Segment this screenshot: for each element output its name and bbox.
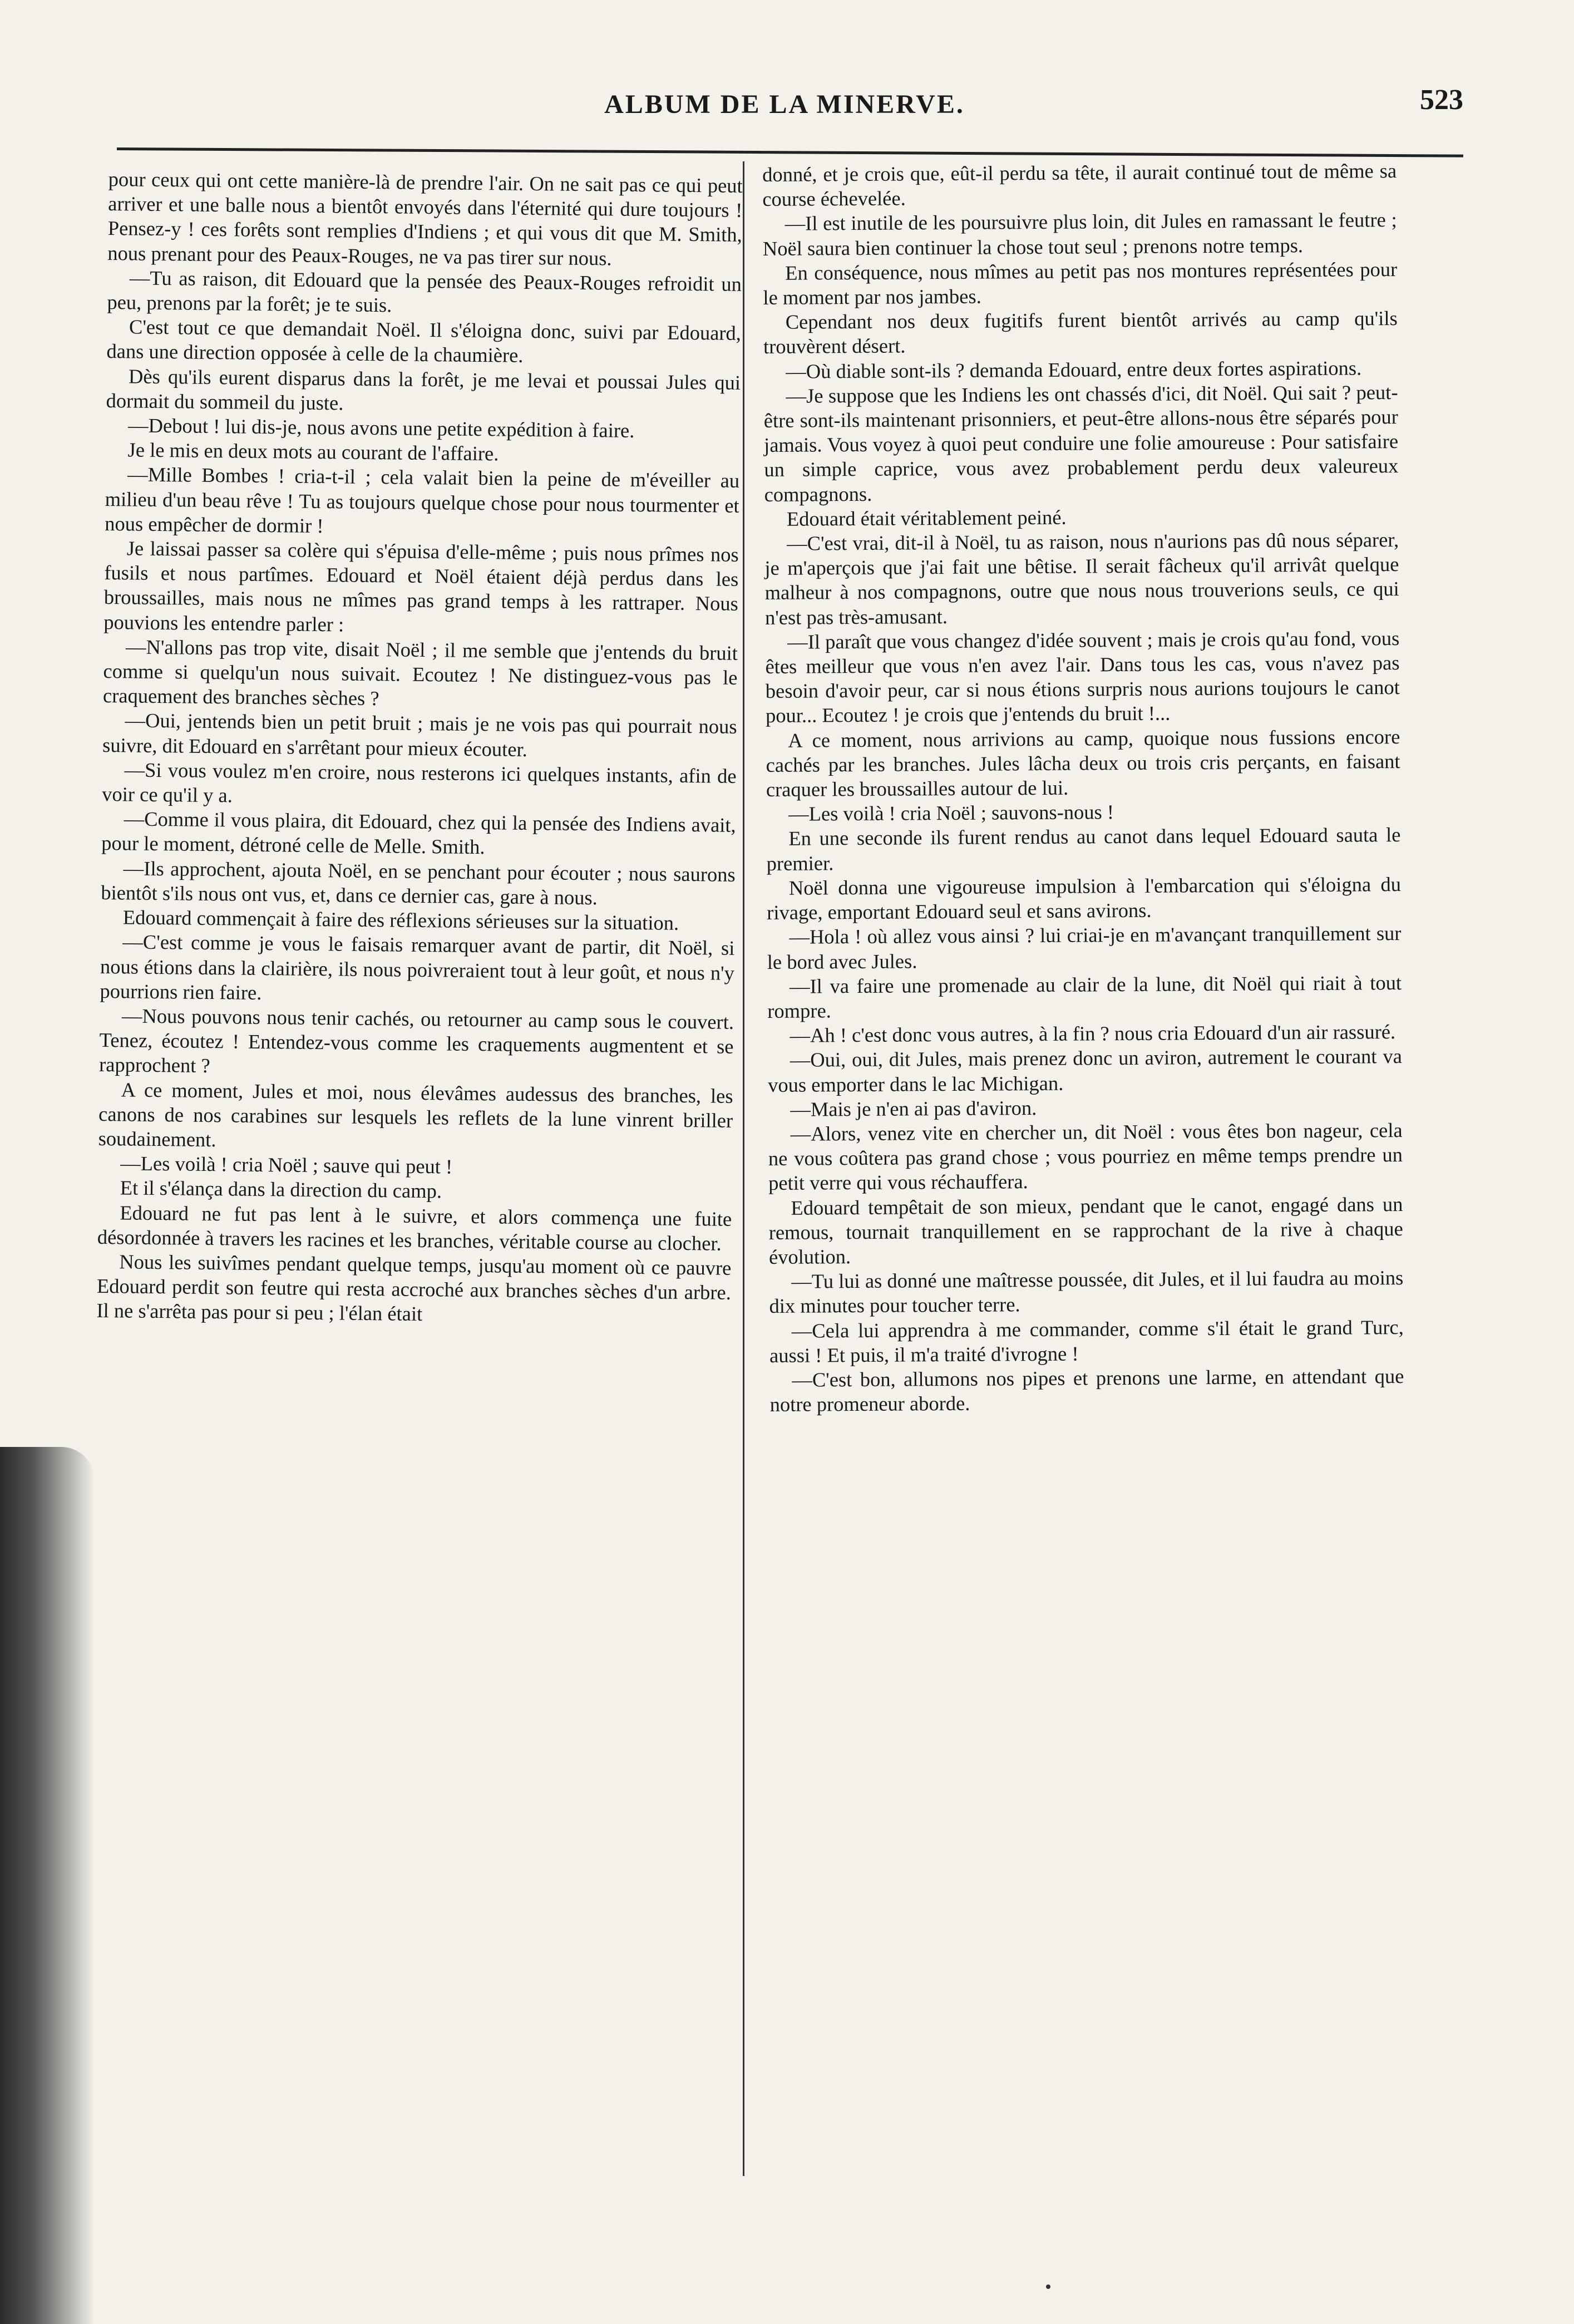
- column-divider: [743, 161, 744, 2176]
- paragraph: —Ah ! c'est donc vous autres, à la fin ? nous cria Edouard d'un air rassuré.: [790, 1020, 1396, 1047]
- paragraph: —Je suppose que les Indiens les ont chassés d'ici, dit Noël. Qui sait ? peut-être sont-ils maintenant prisonniers, et peut-être allons-nous être séparés pour jamais. Vous voyez à quoi peut conduire une folie amoureuse : Pour satisfaire un simple caprice, vous avez probablement perdu deux valeureux compagnons.: [763, 380, 1399, 506]
- paragraph: —Si vous voulez m'en croire, nous resterons ici quelques instants, afin de voir ce qu'il y a.: [101, 758, 737, 807]
- paragraph: A ce moment, Jules et moi, nous élevâmes audessus des branches, les canons de nos carabines sur lesquels les reflets de la lune vinrent briller soudainement.: [98, 1077, 733, 1151]
- paragraph: C'est tout ce que demandait Noël. Il s'éloigna donc, suivi par Edouard, dans une direction opposée à celle de la chaumière.: [106, 315, 742, 367]
- paragraph: —Hola ! où allez vous ainsi ? lui criai-je en m'avançant tranquillement sur le bord avec Jules.: [767, 922, 1402, 973]
- paragraph: Dès qu'ils eurent disparus dans la forêt, je me levai et poussai Jules qui dormait du sommeil du juste.: [106, 365, 741, 415]
- binding-shadow: [0, 1447, 95, 2324]
- paragraph: Je le mis en deux mots au courant de l'affaire.: [127, 438, 499, 465]
- paragraph: —Il est inutile de les poursuivre plus loin, dit Jules en ramassant le feutre ; Noël saura bien continuer la chose tout seul ; prenons notre temps.: [762, 208, 1397, 260]
- paragraph: —C'est comme je vous le faisais remarquer avant de partir, dit Noël, si nous étions dans la clairière, ils nous poivreraient tout à leur goût, et nous n'y pourrions rien faire.: [100, 930, 735, 1004]
- paragraph: —Comme il vous plaira, dit Edouard, chez qui la pensée des Indiens avait, pour le moment, détroné celle de Melle. Smith.: [101, 807, 736, 859]
- paragraph: Edouard commençait à faire des réflexions sérieuses sur la situation.: [122, 905, 679, 934]
- paragraph: En conséquence, nous mîmes au petit pas nos montures représentées pour le moment par nos jambes.: [763, 257, 1398, 309]
- right-column: [762, 159, 1404, 1417]
- paragraph: —Les voilà ! cria Noël ; sauve qui peut !: [120, 1151, 453, 1178]
- paragraph: Edouard tempêtait de son mieux, pendant que le canot, engagé dans un remous, tournait tranquillement en se rapprochant de la rive à chaque évolution.: [768, 1192, 1403, 1268]
- paragraph: Cependant nos deux fugitifs furent bientôt arrivés au camp qu'ils trouvèrent désert.: [763, 307, 1398, 358]
- paragraph: —Debout ! lui dis-je, nous avons une petite expédition à faire.: [127, 413, 635, 442]
- paragraph: —C'est vrai, dit-il à Noël, tu as raison, nous n'aurions pas dû nous séparer, je m'aperçois que j'ai fait une bêtise. Il serait fâcheux qu'il arrivât quelque malheur à nos compagnons, outre que nous nous trouverions seuls, ce qui n'est pas très-amusant.: [764, 528, 1399, 629]
- paragraph: —Cela lui apprendra à me commander, comme s'il était le grand Turc, aussi ! Et puis, il m'a traité d'ivrogne !: [769, 1315, 1404, 1367]
- paragraph: Edouard ne fut pas lent à le suivre, et alors commença une fuite désordonnée à travers les racines et les branches, véritable course au clocher.: [97, 1200, 732, 1255]
- paragraph: —C'est bon, allumons nos pipes et prenons une larme, en attendant que notre promeneur aborde.: [769, 1364, 1404, 1416]
- paragraph: —Oui, oui, dit Jules, mais prenez donc un aviron, autrement le courant va vous emporter dans le lac Michigan.: [767, 1045, 1402, 1096]
- paragraph: —Nous pouvons nous tenir cachés, ou retourner au camp sous le couvert. Tenez, écoutez ! Entendez-vous comme les craquements augmentent et se rapprochent ?: [98, 1004, 734, 1077]
- paragraph: Et il s'élança dans la direction du camp.: [120, 1176, 442, 1203]
- paragraph: —Il paraît que vous changez d'idée souvent ; mais je crois qu'au fond, vous êtes meilleur que vous n'en avez l'air. Dans tous les cas, vous n'avez pas besoin d'avoir peur, car si nous étions surpris nous aurions toujours le canot pour... Ecoutez ! je crois que j'entends du bruit !...: [765, 626, 1400, 727]
- ink-speck: [1046, 2284, 1050, 2289]
- left-column: [96, 167, 743, 1330]
- paragraph: —Il va faire une promenade au clair de la lune, dit Noël qui riait à tout rompre.: [767, 971, 1402, 1022]
- page-header: [106, 83, 1463, 145]
- paragraph: —Où diable sont-ils ? demanda Edouard, entre deux fortes aspirations.: [786, 356, 1362, 383]
- paragraph: pour ceux qui ont cette manière-là de prendre l'air. On ne sait pas ce qui peut arriver et une balle nous a bientôt envoyés dans l'éternité qui dure toujours ! Pensez-y ! ces forêts sont remplies d'Indiens ; et qui vous dit que M. Smith, nous prenant pour des Peaux-Rouges, ne va pas tirer sur nous.: [107, 167, 743, 270]
- paragraph: Nous les suivîmes pendant quelque temps, jusqu'au moment où ce pauvre Edouard perdit son feutre qui resta accroché aux branches sèches d'un arbre. Il ne s'arrêta pas pour si peu ; l'élan était: [96, 1250, 732, 1326]
- paragraph: A ce moment, nous arrivions au camp, quoique nous fussions encore cachés par les branches. Jules lâcha deux ou trois cris perçants, en faisant craquer les broussailles autour de lui.: [766, 725, 1400, 801]
- page-number: 523: [1420, 84, 1463, 116]
- paragraph: —Tu as raison, dit Edouard que la pensée des Peaux-Rouges refroidit un peu, prenons par la forêt; je te suis.: [107, 266, 742, 317]
- paragraph: Noël donna une vigoureuse impulsion à l'embarcation qui s'éloigna du rivage, emportant Edouard seul et sans avirons.: [767, 872, 1402, 924]
- paragraph: —N'allons pas trop vite, disait Noël ; il me semble que j'entends du bruit comme si quelqu'un nous suivait. Ecoutez ! Ne distinguez-vous pas le craquement des branches sèches ?: [102, 635, 738, 710]
- paragraph: —Tu lui as donné une maîtresse poussée, dit Jules, et il lui faudra au moins dix minutes pour toucher terre.: [769, 1266, 1404, 1318]
- paragraph: —Oui, jentends bien un petit bruit ; mais je ne vois pas qui pourrait nous suivre, dit Edouard en s'arrêtant pour mieux écouter.: [102, 708, 737, 761]
- paragraph: —Mille Bombes ! cria-t-il ; cela valait bien la peine de m'éveiller au milieu d'un beau rêve ! Tu as toujours quelque chose pour nous tourmenter et nous empêcher de dormir !: [105, 462, 740, 537]
- paragraph: —Alors, venez vite en chercher un, dit Noël : vous êtes bon nageur, cela ne vous coûtera pas grand chose ; vous pourriez en même temps prendre un petit verre qui vous réchauffera.: [768, 1118, 1403, 1195]
- paragraph: En une seconde ils furent rendus au canot dans lequel Edouard sauta le premier.: [766, 823, 1401, 875]
- paragraph: —Mais je n'en ai pas d'aviron.: [790, 1096, 1037, 1121]
- paragraph: Je laissai passer sa colère qui s'épuisa d'elle-même ; puis nous prîmes nos fusils et nous partîmes. Edouard et Noël étaient déjà perdus dans les broussailles, mais nous ne mîmes pas grand temps à les rattraper. Nous pouvions les entendre parler :: [103, 536, 739, 636]
- running-title: ALBUM DE LA MINERVE.: [604, 90, 965, 119]
- paragraph: —Ils approchent, ajouta Noël, en se penchant pour écouter ; nous saurons bientôt s'ils nous ont vus, et, dans ce dernier cas, gare à nous.: [101, 856, 736, 909]
- paragraph: Edouard était véritablement peiné.: [786, 505, 1067, 530]
- paragraph: —Les voilà ! cria Noël ; sauvons-nous !: [788, 800, 1114, 826]
- paragraph: donné, et je crois que, eût-il perdu sa tête, il aurait continué tout de même sa course échevelée.: [762, 159, 1397, 211]
- header-rule: [117, 147, 1463, 157]
